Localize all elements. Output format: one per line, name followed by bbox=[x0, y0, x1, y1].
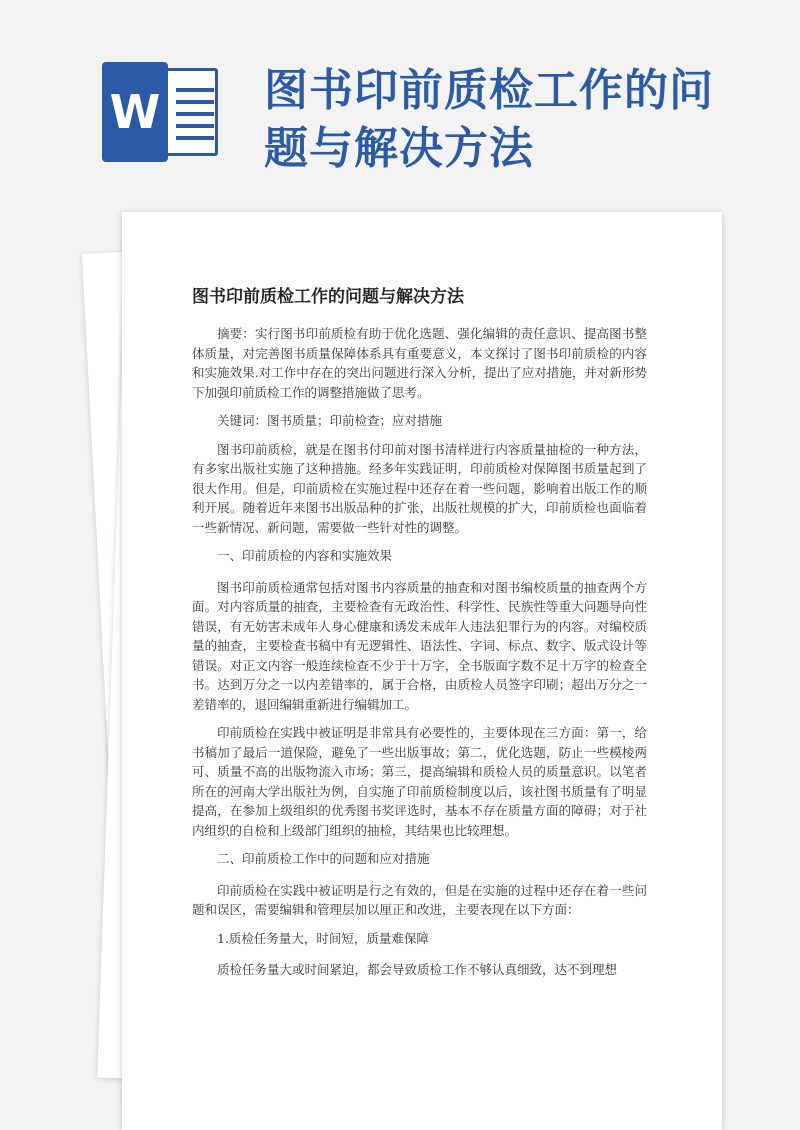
text-line-icon bbox=[176, 136, 214, 140]
section-heading: 一、印前质检的内容和实施效果 bbox=[217, 548, 393, 563]
document-title: 图书印前质检工作的问题与解决方法 bbox=[192, 287, 464, 307]
text-line-icon bbox=[176, 112, 214, 116]
abstract-paragraph: 摘要：实行图书印前质检有助于优化选题、强化编辑的责任意识、提高图书整体质量，对完善图书质量保障体系具有重要意义，本文探讨了图书印前质检的内容和实施效果.对工作中存在的突出问题进行深入分析，提出了应对措施，并对新形势下加强印前质检工作的调整措施做了思考。 bbox=[192, 326, 647, 400]
text-line-icon bbox=[176, 100, 214, 104]
page-title: 图书印前质检工作的问题与解决方法 bbox=[264, 65, 714, 174]
section-heading: 二、印前质检工作中的问题和应对措施 bbox=[217, 851, 430, 866]
word-icon bbox=[102, 62, 222, 162]
document-body bbox=[192, 324, 647, 989]
text-line-icon bbox=[176, 88, 214, 92]
keywords-paragraph: 关键词：图书质量；印前检查；应对措施 bbox=[217, 413, 443, 428]
body-paragraph: 质检任务量大或时间紧迫，都会导致质检工作不够认真细致，达不到理想 bbox=[217, 962, 618, 977]
body-paragraph: 图书印前质检通常包括对图书内容质量的抽查和对图书编校质量的抽查两个方面。对内容质量的抽查，主要检查有无政治性、科学性、民族性等重大问题导向性错误，有无妨害未成年人身心健康和诱发未成年人违法犯罪行为的内容。对编校质量的抽查，主要检查书稿中有无逻辑性、语法性、字词、标点、数字、版式设计等错误。对正文内容一般连续检查不少于十万字，全书版面字数不足十万字的检查全书。达到万分之一以内差错率的，属于合格，由质检人员签字印刷；超出万分之一差错率的，退回编辑重新进行编辑加工。 bbox=[192, 579, 647, 712]
word-letter-badge: W bbox=[102, 62, 168, 162]
banner-header bbox=[0, 0, 800, 200]
text-line-icon bbox=[176, 124, 214, 128]
body-paragraph: 印前质检在实践中被证明是行之有效的，但是在实施的过程中还存在着一些问题和误区，需要编辑和管理层加以厘正和改进，主要表现在以下方面： bbox=[192, 882, 647, 917]
body-paragraph: 图书印前质检，就是在图书付印前对图书清样进行内容质量抽检的一种方法，有多家出版社实施了这种措施。经多年实践证明，印前质检对保障图书质量起到了很大作用。但是，印前质检在实施过程中还存在着一些问题，影响着出版工作的顺利开展。随着近年来图书出版品种的扩张，出版社规模的扩大，印前质检也面临着一些新情况、新问题，需要做一些针对性的调整。 bbox=[192, 441, 647, 535]
body-paragraph: 印前质检在实践中被证明是非常具有必要性的，主要体现在三方面：第一，给书稿加了最后一道保险，避免了一些出版事故；第二，优化选题，防止一些模棱两可、质量不高的出版物流入市场；第三，提高编辑和质检人员的质量意识。以笔者所在的河南大学出版社为例，自实施了印前质检制度以后，该社图书质量有了明显提高，在参加上级组织的优秀图书奖评选时，基本不存在质量方面的障碍；对于社内组织的自检和上级部门组织的抽检，其结果也比较理想。 bbox=[192, 725, 647, 838]
subsection-heading: 1.质检任务量大，时间短，质量难保障 bbox=[217, 930, 429, 946]
document-page bbox=[122, 212, 722, 1130]
